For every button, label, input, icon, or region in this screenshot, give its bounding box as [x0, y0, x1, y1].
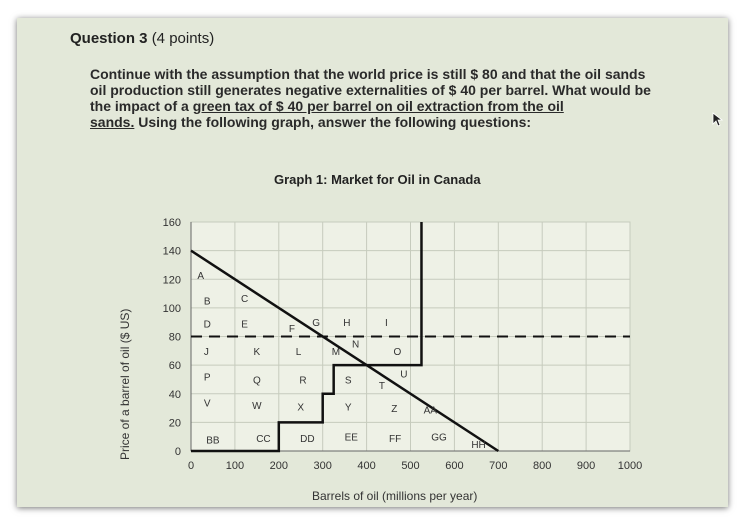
area-label: K	[253, 346, 261, 358]
y-tick-label: 160	[162, 217, 181, 229]
area-label: N	[352, 339, 360, 351]
question-line-2: oil production still generates negative externalities of $ 40 per barrel. What would be	[90, 82, 651, 98]
x-tick-label: 200	[269, 460, 288, 472]
y-tick-label: 0	[174, 446, 181, 458]
area-label: M	[331, 346, 341, 358]
question-line-3-underlined: green tax of $ 40 per barrel on oil extraction from the oil	[192, 98, 564, 114]
area-label: I	[384, 318, 388, 330]
area-label: HH	[471, 439, 486, 451]
area-label: P	[203, 372, 211, 384]
x-tick-label: 400	[357, 460, 376, 472]
area-label: O	[393, 346, 402, 358]
area-label: S	[344, 375, 352, 387]
y-tick-label: 140	[162, 245, 181, 258]
y-axis-label: Price of a barrel of oil ($ US)	[118, 308, 132, 460]
x-tick-label: 300	[313, 460, 332, 472]
x-tick-label: 100	[225, 460, 245, 472]
area-label: F	[288, 323, 296, 335]
mouse-cursor-icon	[712, 112, 724, 128]
question-line-4-underlined: sands.	[90, 114, 135, 130]
area-label: Q	[252, 375, 261, 387]
y-tick-label: 120	[162, 274, 181, 287]
y-tick-label: 60	[168, 360, 181, 373]
area-label: D	[203, 319, 211, 331]
area-label: T	[378, 381, 386, 393]
area-label: Z	[391, 404, 398, 416]
area-label: H	[343, 318, 351, 330]
area-label: FF	[389, 434, 402, 446]
y-tick-label: 40	[168, 388, 181, 401]
area-label: A	[197, 270, 204, 282]
area-label: Y	[344, 402, 352, 414]
x-tick-label: 0	[187, 460, 195, 472]
area-label: J	[203, 346, 209, 358]
area-label: W	[252, 401, 262, 413]
area-label: BB	[206, 435, 220, 447]
x-tick-label: 600	[445, 460, 464, 472]
x-tick-label: 500	[401, 460, 420, 472]
y-tick-label: 100	[162, 302, 181, 315]
area-label: U	[400, 369, 408, 381]
x-tick-label: 700	[489, 460, 508, 472]
area-label: G	[312, 318, 321, 330]
area-label: CC	[256, 434, 271, 446]
x-tick-label: 900	[576, 460, 596, 472]
area-label: E	[241, 319, 248, 331]
question-line-4-text: Using the following graph, answer the following questions:	[134, 114, 532, 130]
graph-title: Graph 1: Market for Oil in Canada	[274, 172, 481, 187]
x-axis-label: Barrels of oil (millions per year)	[312, 489, 478, 503]
question-points: (4 points)	[151, 30, 215, 47]
area-label: C	[240, 293, 249, 305]
y-tick-label: 80	[168, 331, 181, 344]
area-label: GG	[431, 432, 447, 444]
area-label: V	[203, 398, 211, 410]
y-tick-label: 20	[168, 417, 181, 430]
area-label: AA	[423, 405, 437, 417]
question-number: Question 3	[70, 30, 148, 47]
x-tick-label: 1000	[617, 460, 643, 472]
area-label: R	[299, 375, 307, 387]
area-label: L	[295, 346, 302, 358]
x-tick-label: 800	[533, 460, 552, 472]
area-label: B	[203, 296, 211, 308]
area-label: X	[297, 402, 305, 414]
question-line-1: Continue with the assumption that the world price is still $ 80 and that the oil sands	[90, 66, 646, 82]
area-label: EE	[344, 432, 358, 444]
area-label: DD	[300, 434, 315, 446]
question-line-3-text: the impact of a	[90, 98, 193, 114]
